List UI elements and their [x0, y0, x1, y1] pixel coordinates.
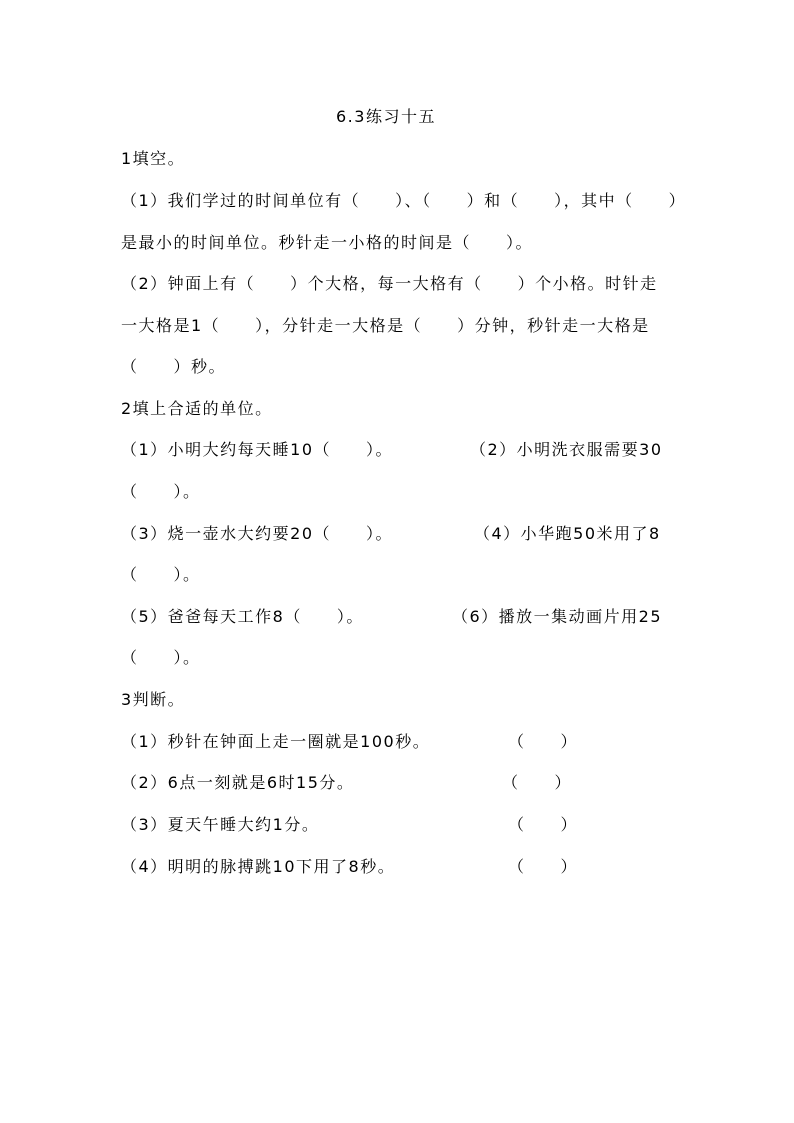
section-2-item-1: （1）小明大约每天睡10（ ）。 [121, 440, 394, 459]
section-1-line-2: 是最小的时间单位。秒针走一小格的时间是（ ）。 [121, 233, 534, 252]
section-3-item-4: （4）明明的脉搏跳10下用了8秒。 [121, 857, 396, 876]
section-3-item-2: （2）6点一刻就是6时15分。 [121, 773, 355, 792]
section-3-answer-4: （ ） [508, 857, 579, 876]
section-2-item-2: （2）小明洗衣服需要30 [470, 440, 663, 459]
section-2-item-6-cont: （ ）。 [121, 648, 201, 667]
section-1-line-5: （ ）秒。 [121, 357, 227, 376]
section-3-item-1: （1）秒针在钟面上走一圈就是100秒。 [121, 732, 431, 751]
section-3-answer-3: （ ） [508, 815, 579, 834]
page-title: 6.3练习十五 [336, 107, 436, 126]
section-2-item-3: （3）烧一壶水大约要20（ ）。 [121, 524, 394, 543]
section-1-line-3: （2）钟面上有（ ）个大格，每一大格有（ ）个小格。时针走 [121, 274, 658, 293]
section-3-answer-1: （ ） [508, 732, 579, 751]
section-1-line-1: （1）我们学过的时间单位有（ ）、（ ）和（ ），其中（ ） [121, 191, 687, 210]
section-2-heading: 2填上合适的单位。 [121, 399, 273, 418]
section-1-line-4: 一大格是1（ ），分针走一大格是（ ）分钟，秒针走一大格是 [121, 316, 650, 335]
section-2-item-5: （5）爸爸每天工作8（ ）。 [121, 607, 364, 626]
section-2-item-4-cont: （ ）。 [121, 565, 201, 584]
section-3-answer-2: （ ） [502, 773, 573, 792]
section-3-item-3: （3）夏天午睡大约1分。 [121, 815, 320, 834]
section-1-heading: 1填空。 [121, 149, 186, 168]
section-2-item-6: （6）播放一集动画片用25 [452, 607, 663, 626]
section-2-item-2-cont: （ ）。 [121, 482, 201, 501]
section-3-heading: 3判断。 [121, 690, 186, 709]
section-2-item-4: （4）小华跑50米用了8 [474, 524, 661, 543]
